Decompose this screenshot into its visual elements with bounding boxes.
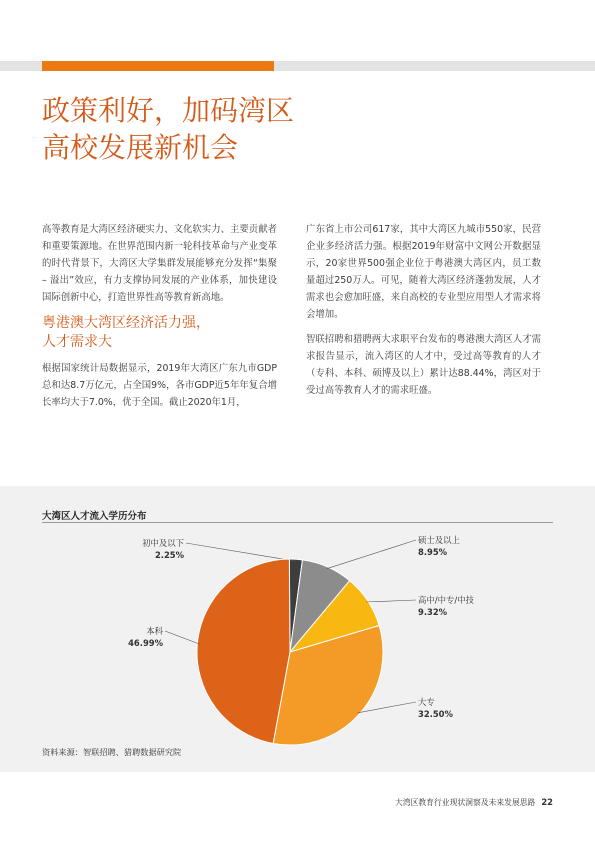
leader-line-4 xyxy=(165,631,199,644)
header-accent-bar xyxy=(42,61,274,71)
subheading-line-1: 粤港澳大湾区经济活力强， xyxy=(42,315,210,331)
paragraph-companies: 广东省上市公司617家，其中大湾区九城市550家，民营企业多经济活力强。根据2019年财富中文网公开数据显示，20家世界500强企业位于粤港澳大湾区内，员工数量超过250万人。可见，随着大湾区经济蓬勃发展，人才需求也会愈加旺盛，来自高校的专业型应用型人才需求将会增加。 xyxy=(306,224,541,320)
slice-value-4: 46.99% xyxy=(128,638,163,648)
page-number: 22 xyxy=(541,797,553,807)
body-column-left xyxy=(42,221,277,419)
leader-line-1 xyxy=(327,540,416,569)
slice-label-2: 高中/中专/中技 xyxy=(418,595,474,605)
section-subheading xyxy=(42,314,277,352)
paragraph-talent: 智联招聘和猎聘两大求职平台发布的粤港澳大湾区人才需求报告显示，流入湾区的人才中，受过高等教育的人才（专科、本科、硕博及以上）累计达88.44%，湾区对于受过高等教育人才的需求旺盛。 xyxy=(306,334,541,396)
slice-value-3: 32.50% xyxy=(418,709,453,719)
pie-slice-4 xyxy=(197,559,290,743)
body-column-right xyxy=(306,221,541,407)
page-title-line-1: 政策利好，加码湾区 xyxy=(42,94,295,127)
leader-line-2 xyxy=(366,600,416,602)
page-footer xyxy=(395,797,553,808)
slice-label-1: 硕士及以上 xyxy=(418,535,460,545)
footer-title: 大湾区教育行业现状洞察及未来发展思路 xyxy=(395,798,536,807)
paragraph-intro: 高等教育是大湾区经济硬实力、文化软实力、主要贡献者和重要策源地。在世界范围内新一轮科技革命与产业变革的时代背景下，大湾区大学集群发展能够充分发挥“集聚 – 溢出”效应，有力支撑协同发展的产业体系，加快建设国际创新中心，打造世界性高等教育新高地。 xyxy=(42,224,277,303)
page-title-line-2: 高校发展新机会 xyxy=(42,131,239,164)
paragraph-gdp: 根据国家统计局数据显示，2019年大湾区广东九市GDP总和达8.7万亿元，占全国9%，各市GDP近5年年复合增长率均大于7.0%，优于全国。截止2020年1月， xyxy=(42,363,277,408)
education-pie-chart xyxy=(0,486,595,772)
page-title xyxy=(42,92,442,166)
slice-value-2: 9.32% xyxy=(418,607,448,617)
leader-line-0 xyxy=(186,543,296,561)
subheading-line-2: 人才需求大 xyxy=(42,334,112,350)
slice-value-0: 2.25% xyxy=(154,550,184,560)
slice-value-1: 8.95% xyxy=(418,547,448,557)
slice-label-3: 大专 xyxy=(418,697,435,707)
chart-title: 大湾区人才流入学历分布 xyxy=(42,511,147,522)
chart-source: 资料来源：智联招聘、猎聘数据研究院 xyxy=(42,747,182,757)
slice-label-0: 初中及以下 xyxy=(142,538,184,548)
slice-label-4: 本科 xyxy=(146,626,163,636)
